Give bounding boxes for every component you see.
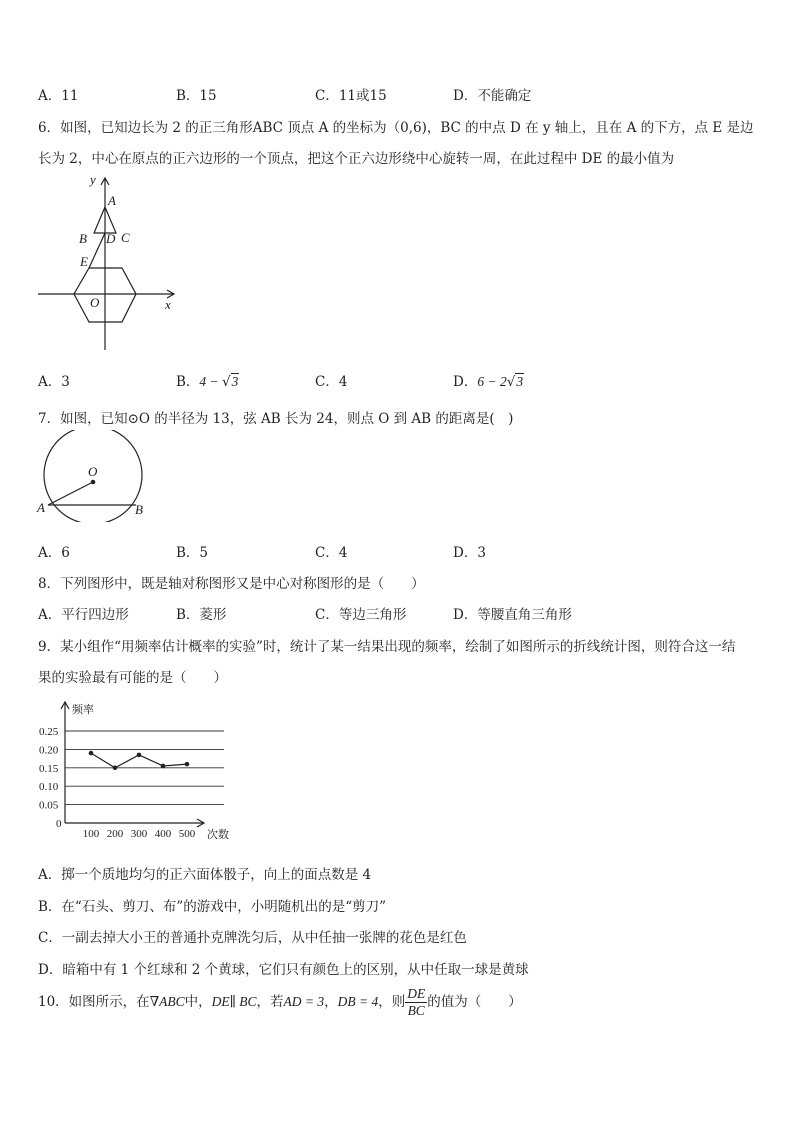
q7-option-c: C．4 (315, 545, 348, 561)
q10-fraction-denominator: BC (407, 1003, 425, 1018)
q9-option-d: D．暗箱中有 1 个红球和 2 个黄球，它们只有颜色上的区别，从中任取一球是黄球 (38, 962, 529, 978)
q10-suffix: 的值为（ ） (427, 994, 522, 1010)
label-e: E (80, 254, 88, 269)
q7-option-b: B．5 (176, 545, 209, 561)
center-point (91, 480, 96, 485)
q6-option-a: A．3 (38, 374, 70, 390)
q9-frequency-chart (34, 696, 244, 846)
q7-figure (34, 430, 154, 522)
q8-option-d: D．等腰直角三角形 (453, 607, 572, 623)
q10-db: DB = 4 (337, 994, 379, 1009)
segment-de (89, 233, 105, 268)
label-y: y (90, 172, 96, 187)
q5-option-c: C．11或15 (315, 88, 387, 104)
q7-text: 7．如图，已知⊙O 的半径为 13，弦 AB 长为 24，则点 O 到 AB 的距离是( ) (38, 411, 514, 427)
q6-option-d (453, 370, 524, 390)
q10-ad: AD = 3 (283, 994, 325, 1009)
chart-x-label: 次数 (207, 828, 229, 841)
q9-option-a: A．掷一个质地均匀的正六面体骰子，向上的面点数是 4 (38, 867, 372, 883)
q5-option-b: B．15 (176, 88, 217, 104)
q7-option-a: A．6 (38, 545, 70, 561)
q6-figure (34, 170, 184, 352)
q10-text (38, 986, 522, 1019)
q10-sep: ， (324, 994, 338, 1010)
q6-option-d-label: D． (453, 374, 478, 390)
q5-option-d: D．不能确定 (453, 88, 532, 104)
q6-option-b-radicand: 3 (231, 374, 239, 389)
chart-data-point (137, 753, 142, 758)
chart-y-tick-label: 0.05 (39, 799, 59, 812)
q6-option-b (176, 370, 239, 390)
q9-option-c: C．一副去掉大小王的普通扑克牌洗匀后，从中任抽一张牌的花色是红色 (38, 930, 467, 946)
q6-option-b-expr: 4 − (199, 374, 223, 389)
label-a: A (37, 500, 45, 515)
q8-text: 8．下列图形中，既是轴对称图形又是中心对称图形的是（ ） (38, 576, 425, 592)
chart-data-point (161, 764, 166, 769)
chart-y-label: 频率 (72, 703, 94, 716)
q6-option-b-sqrt: √3 (222, 374, 239, 390)
radius-oa (48, 482, 93, 505)
q6-option-d-expr: 6 − 2 (477, 374, 507, 389)
label-c: C (121, 230, 130, 245)
q5-option-a: A．11 (38, 88, 79, 104)
q10-parallel: DE∥ BC (211, 994, 257, 1009)
q8-option-b: B．菱形 (176, 607, 227, 623)
q6-text-line2: 长为 2，中心在原点的正六边形的一个顶点，把这个正六边形绕中心旋转一周，在此过程中 DE 的最小值为 (38, 151, 675, 167)
chart-y-tick-label: 0.20 (39, 744, 59, 757)
label-a: A (108, 193, 116, 208)
q10-mid3: ，则 (378, 994, 406, 1010)
q8-option-a: A．平行四边形 (38, 607, 129, 623)
label-x: x (165, 297, 171, 312)
q6-text-line1: 6．如图，已知边长为 2 的正三角形ABC 顶点 A 的坐标为（0,6)，BC 的中点 D 在 y 轴上，且在 A 的下方，点 E 是边 (38, 120, 754, 136)
q8-option-c: C．等边三角形 (315, 607, 407, 623)
q10-fraction (405, 986, 427, 1019)
q10-fraction-numerator: DE (407, 986, 426, 1001)
q7-option-d: D．3 (453, 545, 486, 561)
q10-triangle: ∇ABC (149, 994, 185, 1009)
q6-option-d-sqrt: √3 (506, 374, 524, 390)
chart-y-tick-label: 0.10 (39, 781, 59, 794)
chart-data-point (89, 751, 94, 756)
chart-x-tick-label: 200 (106, 828, 124, 840)
chart-y-tick-label: 0.15 (39, 762, 59, 775)
q9-text-line1: 9．某小组作“用频率估计概率的实验”时，统计了某一结果出现的频率，绘制了如图所示的折线统计图，则符合这一结 (38, 639, 736, 655)
chart-x-tick-label: 100 (82, 828, 100, 840)
q6-option-b-label: B． (176, 374, 200, 390)
q10-mid1: 中， (184, 994, 212, 1010)
q10-prefix: 10．如图所示，在 (38, 994, 150, 1010)
label-d: D (106, 231, 116, 246)
chart-data-point (113, 766, 118, 771)
q6-option-d-radicand: 3 (516, 374, 524, 389)
label-o: O (90, 295, 100, 310)
label-b: B (79, 231, 87, 246)
chart-x-tick-label: 400 (154, 828, 172, 840)
chart-y-tick-label: 0.25 (39, 726, 59, 738)
chart-y-tick-label: 0 (56, 818, 62, 830)
label-o: O (88, 464, 98, 479)
q6-option-c: C．4 (315, 374, 348, 390)
label-b: B (135, 502, 143, 517)
chart-x-tick-label: 500 (178, 828, 196, 840)
q10-mid2: ，若 (256, 994, 284, 1010)
chart-data-point (185, 762, 190, 767)
chart-x-tick-label: 300 (130, 828, 148, 840)
q9-text-line2: 果的实验最有可能的是（ ） (38, 670, 227, 686)
q9-option-b: B．在“石头、剪刀、布”的游戏中，小明随机出的是“剪刀” (38, 899, 387, 915)
